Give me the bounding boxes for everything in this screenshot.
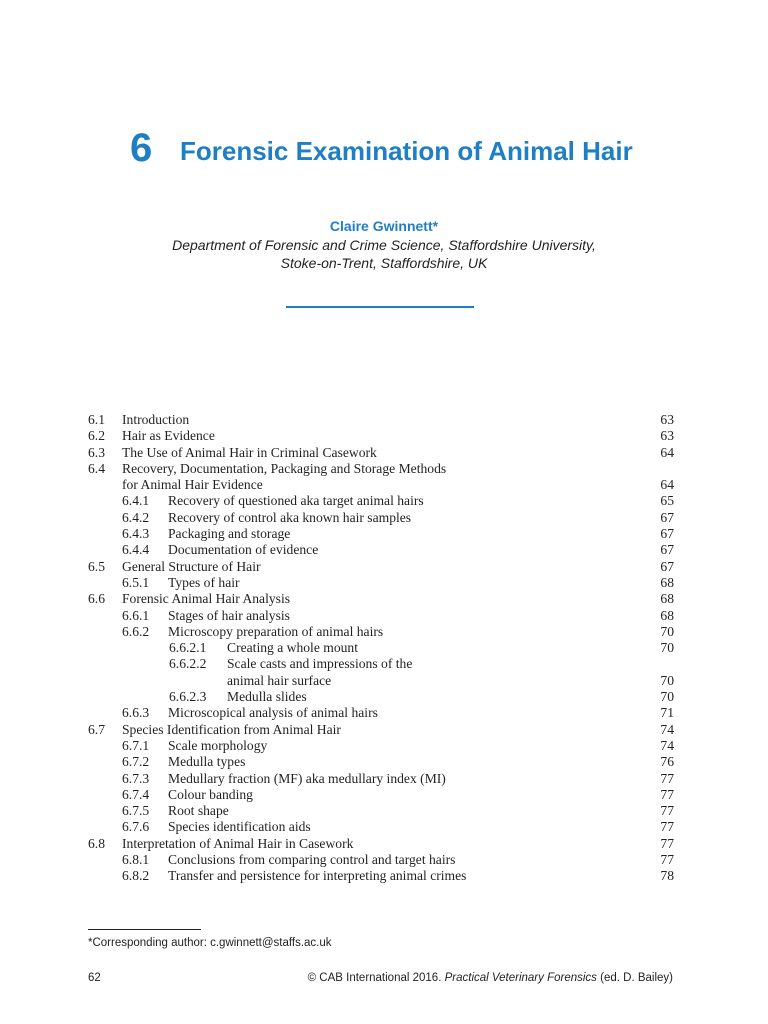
toc-entry-number: 6.4 [88, 460, 105, 476]
toc-entry-number: 6.6.1 [122, 607, 150, 623]
toc-entry-page: 78 [660, 868, 674, 884]
toc-entry-title: Transfer and persistence for interpreting animal crimes [168, 868, 467, 884]
chapter-number: 6 [130, 126, 153, 170]
toc-entry-title: Interpretation of Animal Hair in Casework [122, 835, 354, 851]
toc-entry [88, 787, 674, 803]
toc-entry-number: 6.6.2.3 [169, 689, 207, 705]
toc-entry [88, 510, 674, 526]
toc-entry [88, 575, 674, 591]
toc-entry-title: for Animal Hair Evidence [122, 477, 263, 493]
toc-entry [88, 559, 674, 575]
toc-entry-number: 6.4.2 [122, 509, 150, 525]
toc-entry-number: 6.6.3 [122, 705, 150, 721]
toc-entry-title: Conclusions from comparing control and target hairs [168, 852, 456, 868]
toc-entry [88, 836, 674, 852]
toc-entry [88, 445, 674, 461]
toc-entry [88, 738, 674, 754]
toc-entry-number: 6.2 [88, 428, 105, 444]
toc-entry-title: Microscopical analysis of animal hairs [168, 705, 378, 721]
toc-entry-number: 6.4.4 [122, 542, 150, 558]
toc-entry-page: 74 [660, 721, 674, 737]
toc-entry-title: The Use of Animal Hair in Criminal Casework [122, 444, 377, 460]
toc-entry-number: 6.5.1 [122, 574, 150, 590]
toc-entry [88, 722, 674, 738]
toc-entry [88, 526, 674, 542]
toc-entry-number: 6.7 [88, 721, 105, 737]
toc-entry [88, 591, 674, 607]
toc-entry-page: 63 [660, 428, 674, 444]
toc-entry-title: Medullary fraction (MF) aka medullary index (MI) [168, 770, 446, 786]
toc-entry-title: Introduction [122, 412, 190, 427]
toc-entry-page: 76 [660, 754, 674, 770]
toc-entry-page: 77 [660, 835, 674, 851]
toc-entry-title: Creating a whole mount [227, 640, 358, 656]
toc-entry-page: 64 [660, 477, 674, 493]
toc-entry [88, 656, 674, 672]
toc-entry-number: 6.7.5 [122, 803, 150, 819]
toc-entry [88, 461, 674, 477]
toc-entry-title: Colour banding [168, 786, 253, 802]
toc-entry [88, 542, 674, 558]
toc-entry-title: Microscopy preparation of animal hairs [168, 623, 384, 639]
affiliation-line-1: Department of Forensic and Crime Science, Staffordshire University, [172, 237, 596, 253]
affiliation-line-2: Stoke-on-Trent, Staffordshire, UK [280, 255, 488, 271]
toc-entry-page: 67 [660, 542, 674, 558]
toc-entry-page: 70 [660, 689, 674, 705]
toc-entry [88, 819, 674, 835]
toc-entry-number: 6.6.2 [122, 623, 150, 639]
toc-entry-page: 71 [660, 705, 674, 721]
toc-entry-number: 6.3 [88, 444, 105, 460]
copyright-line [308, 970, 673, 986]
toc-entry-page: 77 [660, 786, 674, 802]
toc-entry-title: Forensic Animal Hair Analysis [122, 591, 291, 607]
toc-entry-title: Recovery of questioned aka target animal hairs [168, 493, 424, 509]
toc-entry-page: 77 [660, 819, 674, 835]
toc-entry [88, 705, 674, 721]
toc-entry-page: 68 [660, 591, 674, 607]
table-of-contents [88, 412, 674, 885]
toc-entry [88, 673, 674, 689]
toc-entry-page: 77 [660, 770, 674, 786]
toc-entry [88, 493, 674, 509]
toc-entry [88, 608, 674, 624]
toc-entry-title: Species identification aids [168, 819, 311, 835]
toc-entry-number: 6.8.2 [122, 868, 150, 884]
toc-entry-title: Stages of hair analysis [168, 607, 290, 623]
toc-entry-number: 6.4.1 [122, 493, 150, 509]
author-name: Claire Gwinnett* [329, 218, 439, 234]
toc-entry-page: 67 [660, 509, 674, 525]
footnote: *Corresponding author: c.gwinnett@staffs.ac.uk [88, 937, 332, 949]
toc-entry-number: 6.7.6 [122, 819, 150, 835]
toc-entry [88, 428, 674, 444]
toc-entry-title: Medulla types [168, 754, 246, 770]
title-divider [286, 306, 474, 308]
toc-entry [88, 771, 674, 787]
toc-entry [88, 477, 674, 493]
toc-entry-page: 67 [660, 526, 674, 542]
chapter-heading [0, 120, 768, 180]
toc-entry-page: 63 [660, 412, 674, 427]
toc-entry-title: Root shape [168, 803, 229, 819]
copyright-prefix: © CAB International 2016. [307, 972, 442, 984]
toc-entry-number: 6.7.3 [122, 770, 150, 786]
toc-entry-page: 70 [660, 640, 674, 656]
toc-entry [88, 640, 674, 656]
toc-entry-number: 6.6.2.2 [169, 656, 207, 672]
toc-entry-page: 70 [660, 672, 674, 688]
toc-entry [88, 754, 674, 770]
toc-entry-title: General Structure of Hair [122, 558, 261, 574]
toc-entry-number: 6.8.1 [122, 852, 150, 868]
toc-entry [88, 852, 674, 868]
book-title: Practical Veterinary Forensics [444, 972, 597, 984]
toc-entry [88, 803, 674, 819]
toc-entry-title: Species Identification from Animal Hair [122, 721, 341, 737]
toc-entry [88, 689, 674, 705]
toc-entry-title: Packaging and storage [168, 526, 291, 542]
toc-entry-number: 6.8 [88, 835, 105, 851]
toc-entry-number: 6.5 [88, 558, 105, 574]
toc-entry-number: 6.7.1 [122, 737, 150, 753]
toc-entry [88, 412, 674, 428]
footnote-rule [88, 929, 201, 930]
toc-entry-page: 74 [660, 737, 674, 753]
toc-entry-number: 6.7.4 [122, 786, 150, 802]
toc-entry-title: Scale morphology [168, 737, 268, 753]
toc-entry-number: 6.1 [88, 412, 105, 427]
toc-entry-page: 65 [660, 493, 674, 509]
author-block [0, 216, 768, 272]
toc-entry-number: 6.7.2 [122, 754, 150, 770]
toc-entry-number: 6.6.2.1 [169, 640, 207, 656]
toc-entry-title: Recovery, Documentation, Packaging and Storage Methods [122, 460, 447, 476]
toc-entry-title: Types of hair [168, 574, 240, 590]
chapter-title: Forensic Examination of Animal Hair [180, 136, 633, 166]
toc-entry-number: 6.4.3 [122, 526, 150, 542]
toc-entry-number: 6.6 [88, 591, 105, 607]
toc-entry-page: 64 [660, 444, 674, 460]
toc-entry-title: Medulla slides [227, 689, 307, 705]
page-number: 62 [88, 972, 101, 984]
book-editor: (ed. D. Bailey) [600, 972, 673, 984]
toc-entry-page: 67 [660, 558, 674, 574]
toc-entry-page: 70 [660, 623, 674, 639]
toc-entry-page: 68 [660, 574, 674, 590]
toc-entry-title: Hair as Evidence [122, 428, 215, 444]
toc-entry [88, 868, 674, 884]
toc-entry-page: 77 [660, 852, 674, 868]
toc-entry-page: 77 [660, 803, 674, 819]
toc-entry-title: Scale casts and impressions of the [227, 656, 413, 672]
toc-entry-title: Documentation of evidence [168, 542, 319, 558]
toc-entry-title: Recovery of control aka known hair samples [168, 509, 412, 525]
toc-entry-page: 68 [660, 607, 674, 623]
toc-entry-title: animal hair surface [227, 672, 332, 688]
toc-entry [88, 624, 674, 640]
